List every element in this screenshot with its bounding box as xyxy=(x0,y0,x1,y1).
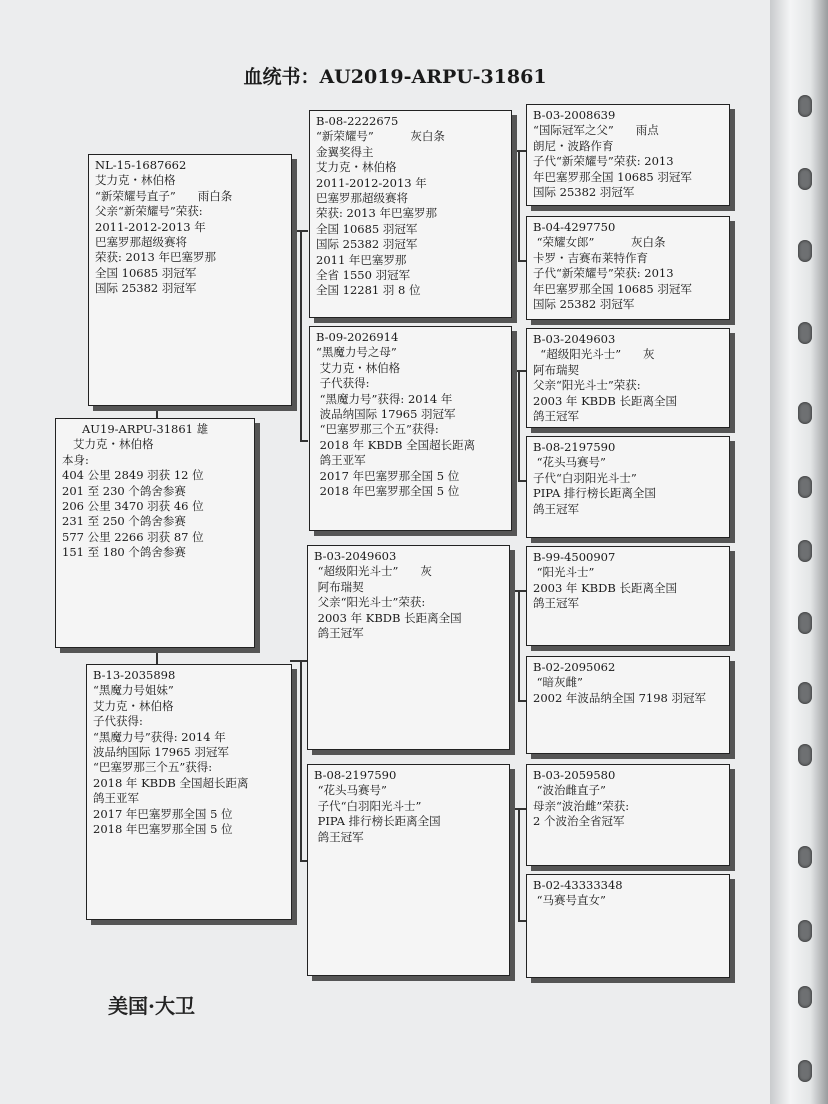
info-line: 鸽王亚军 xyxy=(316,453,366,468)
info-line: 年巴塞罗那全国 10685 羽冠军 xyxy=(533,169,692,184)
connector-line xyxy=(518,700,526,702)
ring-number: B-04-4297750 xyxy=(533,220,616,234)
info-line: 鸽王冠军 xyxy=(314,626,364,641)
info-line: 2017 年巴塞罗那全国 5 位 xyxy=(316,468,460,483)
info-line: 2011 年巴塞罗那 xyxy=(316,252,407,267)
binder-hole xyxy=(798,1060,812,1082)
info-line: 国际 25382 羽冠军 xyxy=(533,185,635,200)
info-line: 巴塞罗那超级赛将 xyxy=(316,191,408,206)
info-line: 2011-2012-2013 年 xyxy=(95,219,206,234)
connector-line xyxy=(518,920,526,922)
ring-number: AU19-ARPU-31861 雄 xyxy=(82,422,209,436)
info-line: PIPA 排行榜长距离全国 xyxy=(314,814,441,829)
info-line: 金翼奖得主 xyxy=(316,144,374,159)
name-line: “马赛号直女” xyxy=(533,893,606,908)
name-line: “花头马赛号” xyxy=(314,783,387,798)
binder-hole xyxy=(798,95,812,117)
great-grandparent-box xyxy=(526,874,730,978)
info-line: 2 个波治全省冠军 xyxy=(533,814,625,829)
subject-box xyxy=(55,418,255,648)
ring-number: B-08-2197590 xyxy=(533,440,616,454)
info-line: 父亲“新荣耀号”荣获: xyxy=(95,204,203,219)
info-line: 子代“白羽阳光斗士” xyxy=(314,798,422,813)
info-line: 201 至 230 个鸽舍参赛 xyxy=(62,483,186,498)
breeder-line: 阿布瑞契 xyxy=(314,579,364,594)
info-line: 巴塞罗那超级赛将 xyxy=(95,235,187,250)
ring-number: B-03-2049603 xyxy=(314,549,397,563)
ring-number: B-99-4500907 xyxy=(533,550,616,564)
info-line: 2017 年巴塞罗那全国 5 位 xyxy=(93,806,233,821)
info-line: 子代获得: xyxy=(316,376,370,391)
signature: 美国·大卫 xyxy=(108,994,195,1018)
binder-hole xyxy=(798,612,812,634)
breeder-line: 艾力克・林伯格 xyxy=(316,160,397,175)
grandparent-box xyxy=(307,545,510,750)
grandparent-box xyxy=(307,764,510,976)
name-line: “黑魔力号之母” xyxy=(316,345,397,360)
info-line: 鸽王冠军 xyxy=(533,596,579,611)
connector-line xyxy=(518,808,520,920)
great-grandparent-box xyxy=(526,546,730,646)
info-line: 荣获: 2013 年巴塞罗那 xyxy=(95,250,216,265)
info-line: “巴塞罗那三个五”获得: xyxy=(93,760,213,775)
info-line: “巴塞罗那三个五”获得: xyxy=(316,422,439,437)
name-line: “黑魔力号姐妹” xyxy=(93,683,174,698)
connector-line xyxy=(300,230,302,440)
info-line: 子代“新荣耀号”荣获: 2013 xyxy=(533,266,674,281)
breeder-line: 朗尼・波路作育 xyxy=(533,138,614,153)
connector-line xyxy=(300,440,308,442)
info-line: 波品纳国际 17965 羽冠军 xyxy=(93,745,229,760)
breeder-line: 阿布瑞契 xyxy=(533,362,579,377)
name-line: “新荣耀号” 灰白条 xyxy=(316,129,445,144)
info-line: 子代“新荣耀号”荣获: 2013 xyxy=(533,154,674,169)
name-line: “荣耀女郎” 灰白条 xyxy=(533,235,666,250)
connector-line xyxy=(518,590,526,592)
ring-number: B-03-2059580 xyxy=(533,768,616,782)
great-grandparent-box xyxy=(526,104,730,206)
great-grandparent-box xyxy=(526,764,730,866)
info-line: 全国 10685 羽冠军 xyxy=(316,221,418,236)
info-line: 荣获: 2013 年巴塞罗那 xyxy=(316,206,437,221)
great-grandparent-box xyxy=(526,656,730,754)
info-line: 父亲“阳光斗士”荣获: xyxy=(533,378,641,393)
info-line: 鸽王冠军 xyxy=(533,409,579,424)
info-line: 2003 年 KBDB 长距离全国 xyxy=(533,580,677,595)
info-line: 206 公里 3470 羽获 46 位 xyxy=(62,499,204,514)
great-grandparent-box xyxy=(526,216,730,320)
name-line: “超级阳光斗士” 灰 xyxy=(533,347,655,362)
info-line: 国际 25382 羽冠军 xyxy=(533,297,635,312)
info-line: 鸽王亚军 xyxy=(93,791,139,806)
info-line: 父亲“阳光斗士”荣获: xyxy=(314,595,426,610)
sire-box xyxy=(88,154,292,406)
info-line: 本身: xyxy=(62,452,89,467)
ring-number: B-09-2026914 xyxy=(316,330,399,344)
connector-line xyxy=(518,808,526,810)
info-line: 全省 1550 羽冠军 xyxy=(316,268,411,283)
binder-hole xyxy=(798,846,812,868)
info-line: 2018 年巴塞罗那全国 5 位 xyxy=(93,822,233,837)
connector-line xyxy=(518,150,520,260)
info-line: 2018 年 KBDB 全国超长距离 xyxy=(316,437,476,452)
grandparent-box xyxy=(309,110,512,318)
connector-line xyxy=(518,480,526,482)
ring-number: B-02-2095062 xyxy=(533,660,616,674)
info-line: 2018 年 KBDB 全国超长距离 xyxy=(93,775,249,790)
ring-number: B-02-43333348 xyxy=(533,878,623,892)
info-line: 2002 年波品纳全国 7198 羽冠军 xyxy=(533,690,706,705)
info-line: 231 至 250 个鸽舍参赛 xyxy=(62,514,186,529)
connector-line xyxy=(300,230,308,232)
info-line: 母亲“波治雌”荣获: xyxy=(533,798,630,813)
name-line: “暗灰雌” xyxy=(533,675,583,690)
info-line: 年巴塞罗那全国 10685 羽冠军 xyxy=(533,281,692,296)
info-line: 2003 年 KBDB 长距离全国 xyxy=(314,610,462,625)
info-line: 2003 年 KBDB 长距离全国 xyxy=(533,393,677,408)
connector-line xyxy=(518,370,526,372)
info-line: “黑魔力号”获得: 2014 年 xyxy=(316,391,453,406)
binder-hole xyxy=(798,744,812,766)
binder-hole xyxy=(798,986,812,1008)
binder-hole xyxy=(798,168,812,190)
breeder-line: 艾力克・林伯格 xyxy=(93,698,174,713)
ring-number: B-13-2035898 xyxy=(93,668,176,682)
great-grandparent-box xyxy=(526,436,730,538)
name-line: “超级阳光斗士” 灰 xyxy=(314,564,432,579)
info-line: 2018 年巴塞罗那全国 5 位 xyxy=(316,484,460,499)
breeder-line: 艾力克・林伯格 xyxy=(62,437,154,452)
pedigree-title: 血统书：AU2019-ARPU-31861 xyxy=(243,66,547,88)
info-line: 子代“白羽阳光斗士” xyxy=(533,470,637,485)
info-line: “黑魔力号”获得: 2014 年 xyxy=(93,729,226,744)
name-line: “波治雌直子” xyxy=(533,783,606,798)
connector-line xyxy=(518,260,526,262)
name-line: “花头马赛号” xyxy=(533,455,606,470)
connector-line xyxy=(156,648,158,664)
dam-box xyxy=(86,664,292,920)
connector-line xyxy=(518,590,520,700)
binder-hole xyxy=(798,240,812,262)
info-line: 国际 25382 羽冠军 xyxy=(316,237,418,252)
connector-line xyxy=(156,406,158,418)
info-line: 国际 25382 羽冠军 xyxy=(95,281,197,296)
info-line: 波品纳国际 17965 羽冠军 xyxy=(316,407,456,422)
info-line: 全国 10685 羽冠军 xyxy=(95,265,197,280)
grandparent-box xyxy=(309,326,512,531)
ring-number: B-08-2197590 xyxy=(314,768,397,782)
connector-line xyxy=(290,660,300,662)
info-line: 子代获得: xyxy=(93,714,143,729)
great-grandparent-box xyxy=(526,328,730,428)
ring-number: B-08-2222675 xyxy=(316,114,399,128)
ring-number: B-03-2008639 xyxy=(533,108,616,122)
binder-hole xyxy=(798,476,812,498)
breeder-line: 艾力克・林伯格 xyxy=(95,173,176,188)
info-line: PIPA 排行榜长距离全国 xyxy=(533,486,656,501)
binder-hole xyxy=(798,402,812,424)
breeder-line: 卡罗・吉赛布莱特作育 xyxy=(533,250,648,265)
name-line: “阳光斗士” xyxy=(533,565,595,580)
binder-hole xyxy=(798,322,812,344)
name-line: “国际冠军之父” 雨点 xyxy=(533,123,659,138)
info-line: 鸽王冠军 xyxy=(533,501,579,516)
breeder-line: 艾力克・林伯格 xyxy=(316,360,401,375)
connector-line xyxy=(300,660,302,860)
name-line: “新荣耀号直子” 雨白条 xyxy=(95,188,233,203)
info-line: 151 至 180 个鸽舍参赛 xyxy=(62,545,186,560)
connector-line xyxy=(518,150,526,152)
info-line: 404 公里 2849 羽获 12 位 xyxy=(62,468,204,483)
info-line: 2011-2012-2013 年 xyxy=(316,175,427,190)
binder-hole xyxy=(798,540,812,562)
ring-number: NL-15-1687662 xyxy=(95,158,187,172)
binder-hole xyxy=(798,920,812,942)
info-line: 全国 12281 羽 8 位 xyxy=(316,283,421,298)
info-line: 鸽王冠军 xyxy=(314,829,364,844)
ring-number: B-03-2049603 xyxy=(533,332,616,346)
connector-line xyxy=(518,370,520,480)
info-line: 577 公里 2266 羽获 87 位 xyxy=(62,529,204,544)
binder-hole xyxy=(798,682,812,704)
